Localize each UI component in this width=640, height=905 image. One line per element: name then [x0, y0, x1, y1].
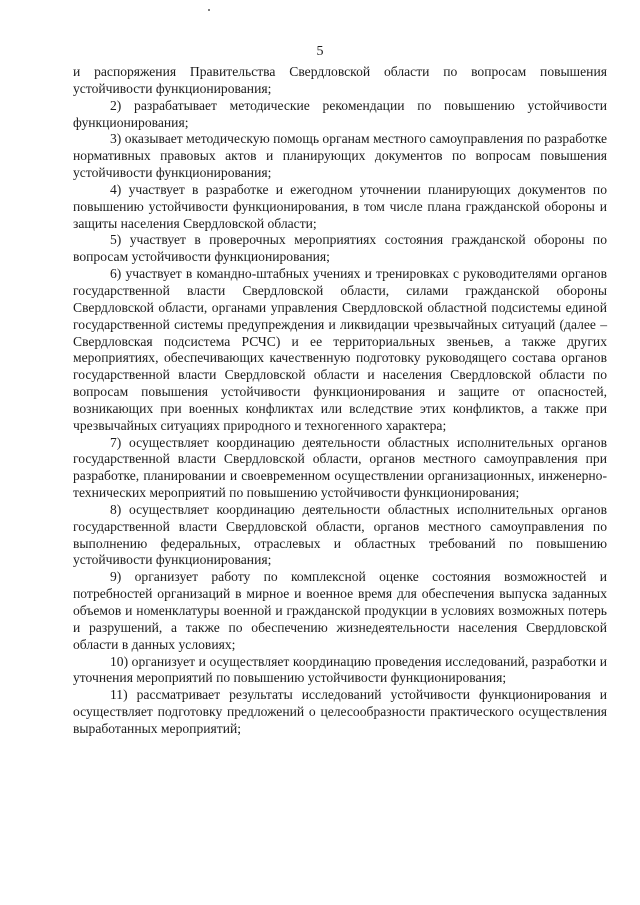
paragraph-item-7: 7) осуществляет координацию деятельности областных исполнительных органов государственной власти Свердловской области, органов местного самоуправления при разработке, планировании и своевременном осуществлении организационных, инженерно-технических мероприятий по повышению устойчивости функционирования;: [73, 434, 607, 501]
paragraph-item-11: 11) рассматривает результаты исследований устойчивости функционирования и осуществляет подготовку предложений о целесообразности практического осуществления выработанных мероприятий;: [73, 687, 607, 736]
paragraph-continuation: и распоряжения Правительства Свердловской области по вопросам повышения устойчивости функционирования;: [73, 64, 607, 96]
paragraph-item-8: 8) осуществляет координацию деятельности областных исполнительных органов государственной власти Свердловской области, органов местного самоуправления по выполнению федеральных, отраслевых и областных требований по повышению устойчивости функционирования;: [73, 501, 607, 568]
paragraph-item-5: 5) участвует в проверочных мероприятиях состояния гражданской обороны по вопросам устойчивости функционирования;: [73, 232, 607, 265]
paragraph-item-2: 2) разрабатывает методические рекомендации по повышению устойчивости функционирования;: [73, 97, 607, 130]
paragraph-item-9: 9) организует работу по комплексной оценке состояния возможностей и потребностей организаций в мирное и военное время для обеспечения выпуска заданных объемов и номенклатуры военной и гражданской продукции в условиях возможных потерь и разрушений, а также по обеспечению жизнедеятельности населения Свердловской области в данных условиях;: [73, 569, 607, 652]
paragraph-item-10: 10) организует и осуществляет координацию проведения исследований, разработки и уточнения мероприятий по повышению устойчивости функционирования;: [73, 653, 607, 686]
paragraph-item-6: 6) участвует в командно-штабных учениях и тренировках с руководителями органов государственной власти Свердловской области, силами гражданской обороны Свердловской области, органами управления Свердловской областной подсистемы единой государственной системы предупреждения и ликвидации чрезвычайных ситуаций (далее – Свердловская подсистема РСЧС) и ее территориальных звеньев, а также других мероприятиях, обеспечивающих качественную подготовку руководящего состава органов государственной власти Свердловской области и населения Свердловской области по вопросам повышения устойчивости функционирования и защите от опасностей, возникающих при военных конфликтах или вследствие этих конфликтов, а также при чрезвычайных ситуациях природного и техногенного характера;: [73, 266, 607, 433]
document-body: [73, 64, 607, 738]
page-number: 5: [316, 44, 324, 59]
scan-speck: [208, 9, 210, 11]
paragraph-item-4: 4) участвует в разработке и ежегодном уточнении планирующих документов по повышению устойчивости функционирования, в том числе плана гражданской обороны и защиты населения Свердловской области;: [73, 181, 607, 231]
paragraph-item-3: 3) оказывает методическую помощь органам местного самоуправления по разработке нормативных правовых актов и планирующих документов по вопросам повышения устойчивости функционирования;: [73, 131, 607, 181]
